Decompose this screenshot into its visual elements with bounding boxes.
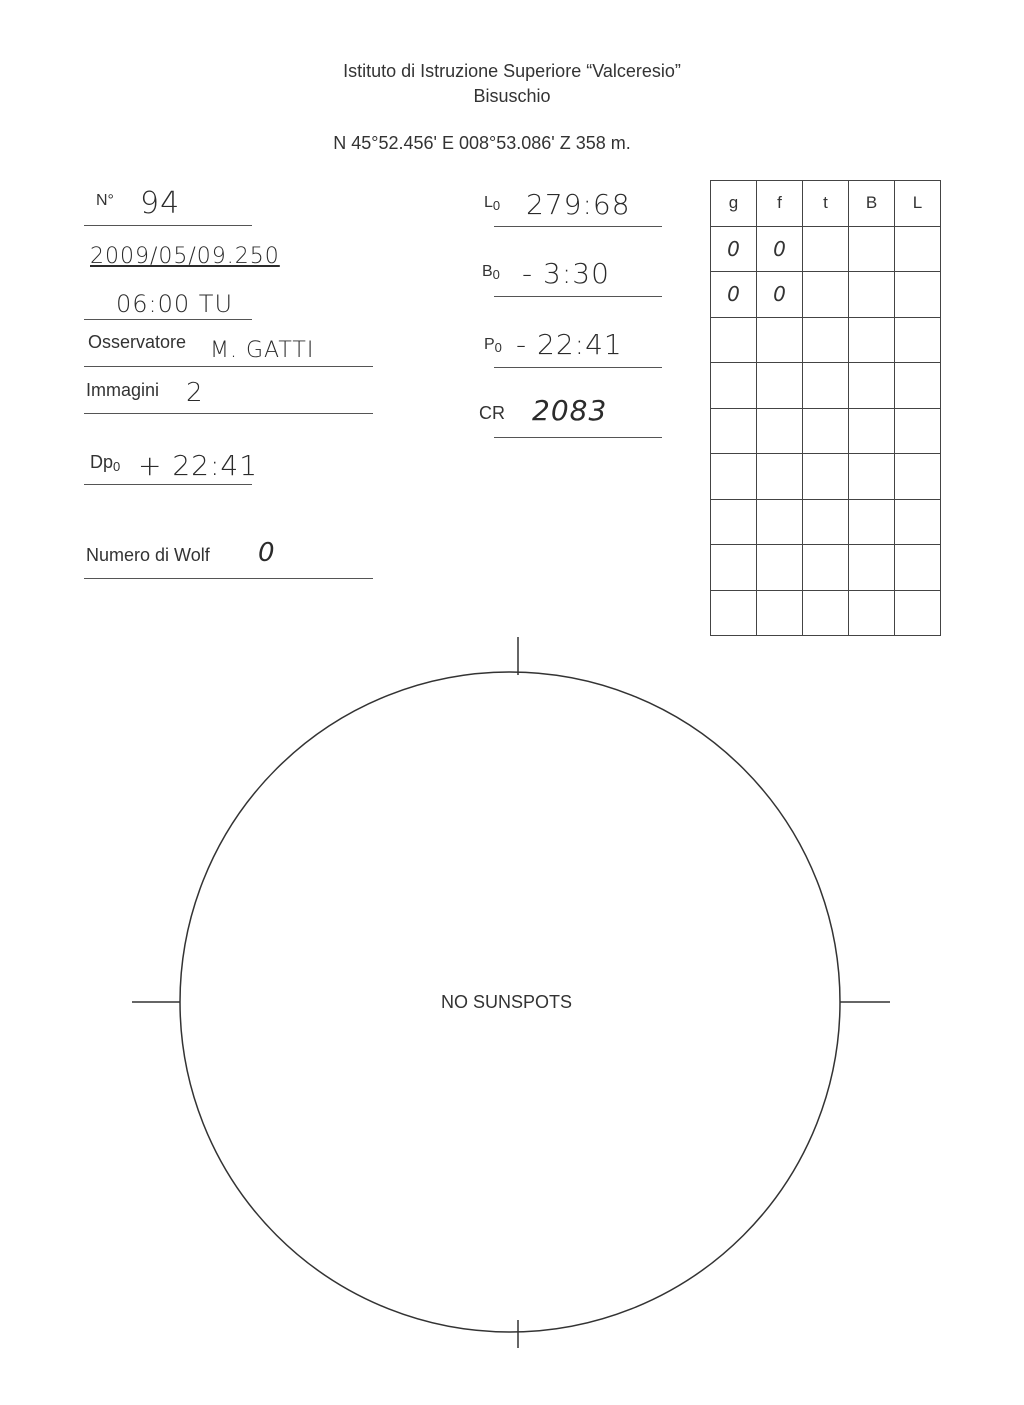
l0-label-sub: 0 [492, 198, 501, 213]
table-cell: 0 [757, 226, 803, 272]
observer-value: M. GATTI [210, 338, 315, 363]
p0-label-sub: 0 [494, 340, 502, 355]
date-value: 2009/05/09.250 [90, 244, 280, 269]
table-header-g: g [711, 181, 757, 227]
observer-label: Osservatore [88, 332, 187, 352]
b0-value: - 3:30 [522, 257, 610, 290]
town-name: Bisuschio [473, 86, 551, 106]
number-label: N° [96, 192, 114, 209]
l0-label-text: L [484, 194, 493, 211]
l0-value: 279:68 [526, 188, 631, 221]
images-label: Immagini [86, 380, 160, 400]
cr-value: 2083 [532, 394, 608, 427]
dp0-label-text: Dp [90, 452, 114, 472]
no-sunspots-note: NO SUNSPOTS [441, 992, 573, 1012]
dp0-label-sub: 0 [113, 459, 121, 474]
table-cell: 0 [711, 226, 757, 272]
institute-name: Istituto di Istruzione Superiore “Valceresio” [343, 61, 681, 81]
p0-label-text: P [484, 336, 495, 353]
table-cell: 0 [711, 272, 757, 318]
table-cell: 0 [757, 272, 803, 318]
observatory-coordinates: N 45°52.456' E 008°53.086' Z 358 m. [333, 133, 631, 153]
time-value: 06:00 TU [116, 290, 234, 318]
images-value: 2 [186, 378, 204, 408]
table-header-t: t [803, 181, 849, 227]
number-value: 94 [140, 186, 181, 221]
wolf-number-value: 0 [258, 538, 276, 568]
table-header-l: L [895, 181, 941, 227]
table-header-b: B [849, 181, 895, 227]
table-header-f: f [757, 181, 803, 227]
wolf-number-label: Numero di Wolf [86, 545, 210, 565]
dp0-value: + 22:41 [138, 449, 259, 482]
cr-label: CR [479, 403, 505, 423]
p0-value: - 22:41 [516, 328, 623, 361]
b0-label-sub: 0 [492, 267, 500, 282]
b0-label-text: B [482, 263, 493, 280]
